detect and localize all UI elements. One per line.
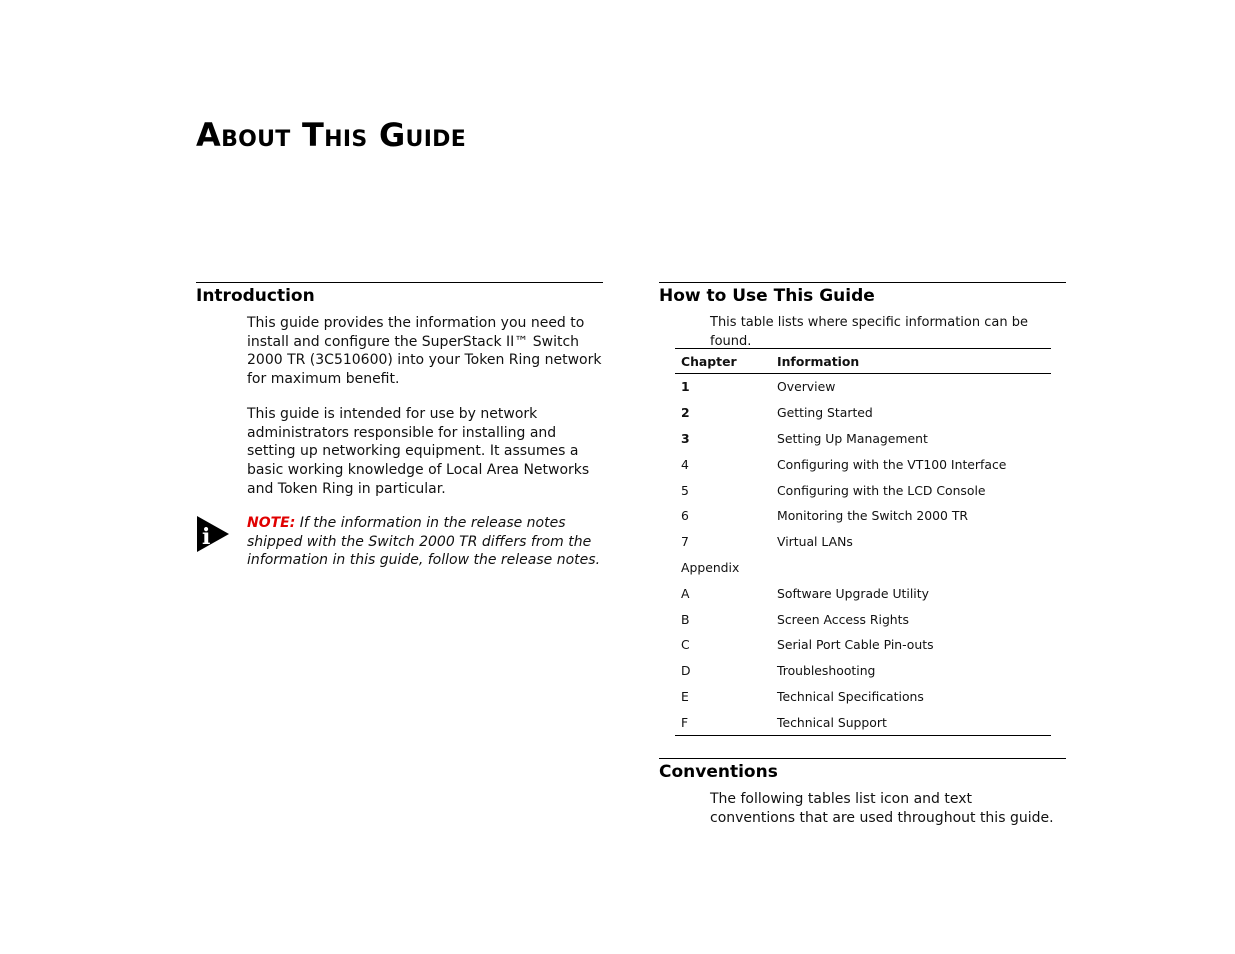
information-cell: Serial Port Cable Pin-outs — [777, 637, 934, 653]
table-row — [675, 684, 1051, 710]
chapter-cell: E — [681, 688, 689, 704]
table-row — [675, 503, 1051, 529]
table-row — [675, 709, 1051, 735]
chapter-cell: 7 — [681, 534, 689, 550]
chapter-cell: 3 — [681, 430, 690, 446]
chapter-cell: C — [681, 637, 690, 653]
chapter-cell: Appendix — [681, 559, 740, 575]
introduction-paragraph-1: This guide provides the information you need to install and configure the SuperStack II™ Switch 2000 TR (3C510600) into your Token Ring network for maximum benefit. — [247, 315, 602, 388]
chapter-cell: B — [681, 611, 690, 627]
conventions-rule — [659, 758, 1066, 759]
information-cell: Software Upgrade Utility — [777, 585, 929, 601]
information-cell: Getting Started — [777, 405, 873, 421]
page-title: About This Guide — [196, 116, 467, 154]
how-to-use-rule — [659, 282, 1066, 283]
table-row — [675, 477, 1051, 503]
information-icon — [196, 515, 230, 553]
chapter-cell: 6 — [681, 508, 689, 524]
table-row — [675, 632, 1051, 658]
information-cell: Monitoring the Switch 2000 TR — [777, 508, 969, 524]
information-cell: Screen Access Rights — [777, 611, 909, 627]
chapter-cell: 1 — [681, 379, 690, 395]
table-row — [675, 529, 1051, 555]
column-header-information: Information — [771, 349, 1051, 374]
table-row — [675, 426, 1051, 452]
chapter-cell: F — [675, 709, 771, 735]
note-label: NOTE: — [247, 515, 296, 531]
how-to-use-intro: This table lists where specific information can be found. — [710, 315, 1028, 349]
information-cell: Virtual LANs — [777, 534, 853, 550]
table-row — [675, 606, 1051, 632]
information-cell — [771, 555, 1051, 581]
note-body: If the information in the release notes shipped with the Switch 2000 TR differs from the information in this guide, follow the release notes. — [247, 515, 601, 569]
table-row — [675, 580, 1051, 606]
introduction-paragraph-2: This guide is intended for use by network administrators responsible for installing and setting up networking equipment. It assumes a basic working knowledge of Local Area Networks and Token Ring in particular. — [247, 406, 590, 497]
chapter-cell: 5 — [681, 482, 689, 498]
introduction-heading: Introduction — [196, 286, 315, 306]
chapter-cell: 2 — [681, 405, 690, 421]
table-row — [675, 658, 1051, 684]
note-text — [247, 514, 607, 570]
chapter-table — [675, 348, 1051, 736]
information-cell: Setting Up Management — [777, 430, 928, 446]
table-header-row — [675, 349, 1051, 374]
svg-text:i: i — [202, 524, 211, 550]
table-row — [675, 451, 1051, 477]
information-cell: Configuring with the VT100 Interface — [777, 456, 1007, 472]
information-cell: Troubleshooting — [777, 663, 876, 679]
chapter-cell: A — [681, 585, 690, 601]
conventions-paragraph: The following tables list icon and text conventions that are used throughout this guide. — [710, 791, 1054, 826]
column-header-chapter: Chapter — [675, 349, 771, 374]
information-cell: Configuring with the LCD Console — [777, 482, 986, 498]
conventions-heading: Conventions — [659, 762, 778, 782]
information-cell: Technical Specifications — [777, 688, 924, 704]
chapter-cell: 4 — [681, 456, 689, 472]
table-row — [675, 374, 1051, 400]
table-row — [675, 555, 1051, 581]
chapter-cell: D — [681, 663, 691, 679]
how-to-use-heading: How to Use This Guide — [659, 286, 875, 306]
information-cell: Overview — [777, 379, 836, 395]
introduction-rule — [196, 282, 603, 283]
table-row — [675, 400, 1051, 426]
information-cell: Technical Support — [771, 709, 1051, 735]
